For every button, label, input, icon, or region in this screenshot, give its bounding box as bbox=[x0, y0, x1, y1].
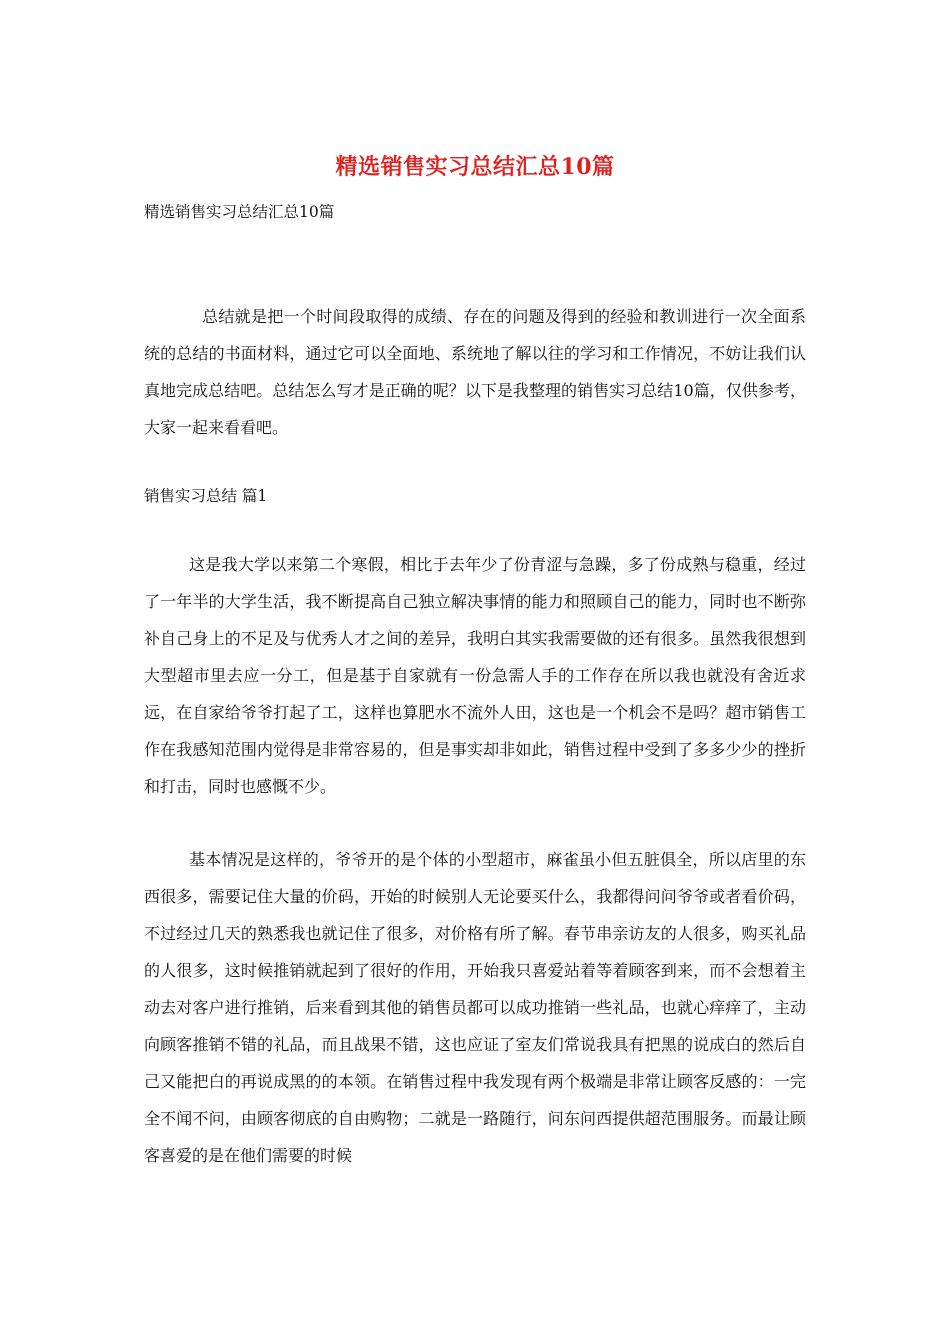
document-subtitle: 精选销售实习总结汇总10篇 bbox=[144, 203, 335, 221]
body-paragraph-2: 基本情况是这样的，爷爷开的是个体的小型超市，麻雀虽小但五脏俱全，所以店里的东西很多，需要记住大量的价码，开始的时候别人无论要买什么，我都得问问爷爷或者看价码，不过经过几天的熟悉我也就记住了很多，对价格有所了解。春节串亲访友的人很多，购买礼品的人很多，这时候推销就起到了很好的作用，开始我只喜爱站着等着顾客到来，而不会想着主动去对客户进行推销，后来看到其他的销售员都可以成功推销一些礼品，也就心痒痒了，主动向顾客推销不错的礼品，而且战果不错，这也应证了室友们常说我具有把黑的说成白的然后自己又能把白的再说成黑的的本领。在销售过程中我发现有两个极端是非常让顾客反感的：一完全不闻不问，由顾客彻底的自由购物；二就是一路随行，问东问西提供超范围服务。而最让顾客喜爱的是在他们需要的时候 bbox=[144, 850, 806, 1165]
body-paragraph-1: 这是我大学以来第二个寒假，相比于去年少了份青涩与急躁，多了份成熟与稳重，经过了一年半的大学生活，我不断提高自己独立解决事情的能力和照顾自己的能力，同时也不断弥补自己身上的不足及与优秀人才之间的差异，我明白其实我需要做的还有很多。虽然我很想到大型超市里去应一分工，但是基于自家就有一份急需人手的工作存在所以我也就没有舍近求远，在自家给爷爷打起了工，这样也算肥水不流外人田，这也是一个机会不是吗？超市销售工作在我感知范围内觉得是非常容易的，但是事实却非如此，销售过程中受到了多多少少的挫折和打击，同时也感慨不少。 bbox=[144, 555, 806, 796]
section-heading: 销售实习总结 篇1 bbox=[144, 487, 268, 505]
intro-paragraph: 总结就是把一个时间段取得的成绩、存在的问题及得到的经验和教训进行一次全面系统的总结的书面材料，通过它可以全面地、系统地了解以往的学习和工作情况，不妨让我们认真地完成总结吧。总结怎么写才是正确的呢？以下是我整理的销售实习总结10篇，仅供参考，大家一起来看看吧。 bbox=[144, 307, 806, 437]
document-title: 精选销售实习总结汇总10篇 bbox=[335, 154, 615, 180]
